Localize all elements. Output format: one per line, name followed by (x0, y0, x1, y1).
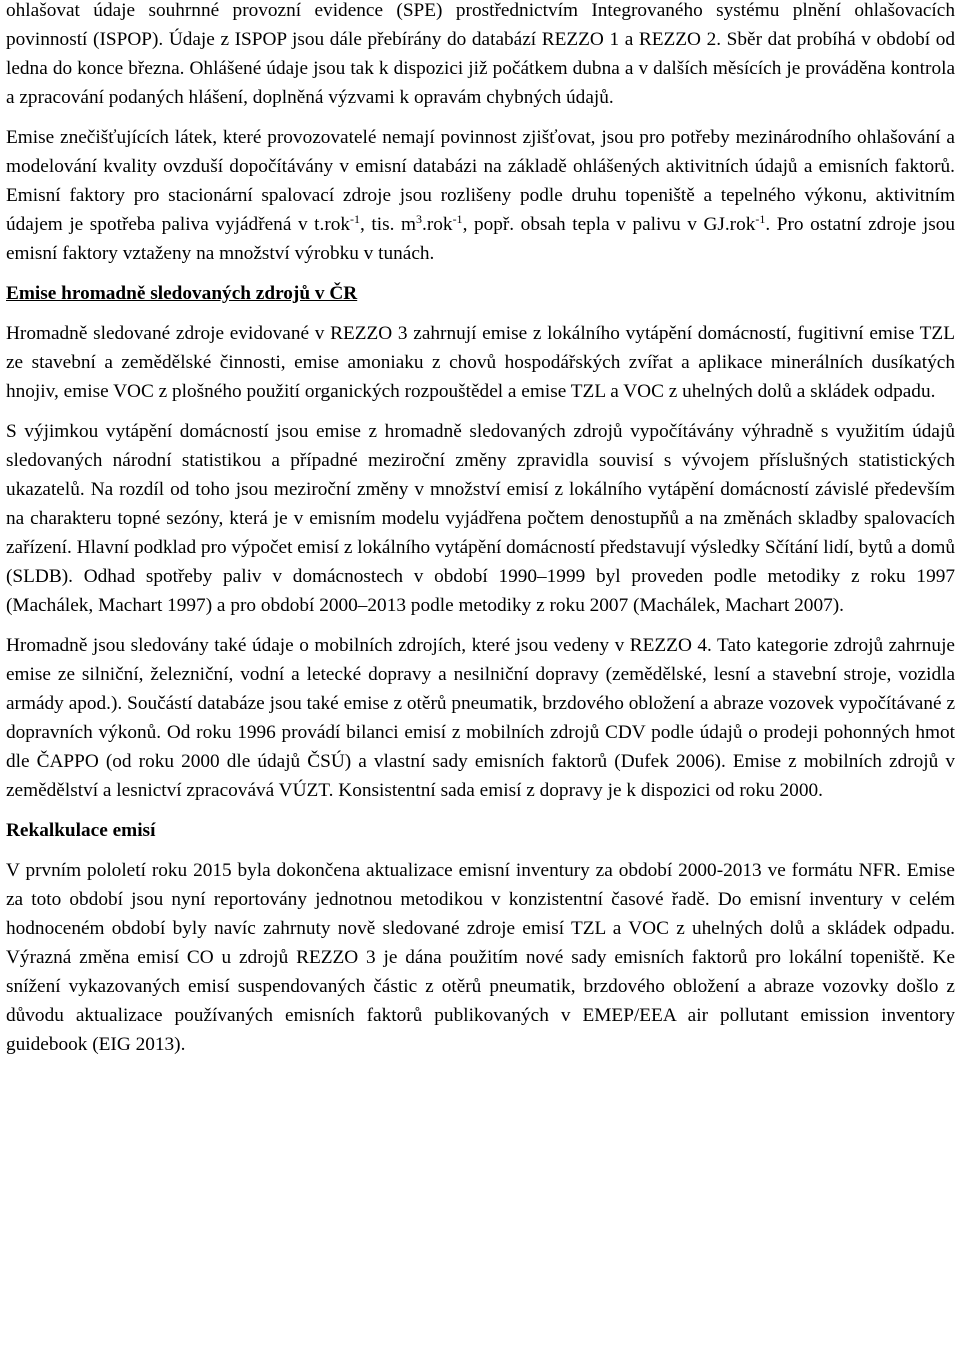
text-segment: , tis. m (360, 214, 417, 235)
superscript: -1 (452, 212, 463, 226)
text-segment: . Pro ostatní zdroje jsou emisní faktory vztaženy na množství výrobku v tunách. (6, 214, 955, 264)
paragraph-household-heating: S výjimkou vytápění domácností jsou emise z hromadně sledovaných zdrojů vypočítávány výhradně s využitím údajů sledovaných národní statistikou a případné meziroční změny zpravidla souvisí s vývojem příslušných statistických ukazatelů. Na rozdíl od toho jsou meziroční změny v množství emisí z lokálního vytápění domácností závislé především na charakteru topné sezóny, která je v emisním modelu vyjádřena počtem denostupňů a na změnách skladby spalovacích zařízení. Hlavní podklad pro výpočet emisí z lokálního vytápění domácností představují výsledky Sčítání lidí, bytů a domů (SLDB). Odhad spotřeby paliv v domácnostech v období 1990–1999 byl proveden podle metodiky z roku 1997 (Machálek, Machart 1997) a pro období 2000–2013 podle metodiky z roku 2007 (Machálek, Machart 2007). (6, 421, 955, 616)
paragraph-recalculation: V prvním pololetí roku 2015 byla dokončena aktualizace emisní inventury za období 2000-2013 ve formátu NFR. Emise za toto období jsou nyní reportovány jednotnou metodikou v konzistentní časové řadě. Do emisní inventury v celém hodnoceném období byly navíc zahrnuty nově sledované zdroje emisí TZL a VOC z uhelných dolů a skládek odpadu. Výrazná změna emisí CO u zdrojů REZZO 3 je dána použitím nové sady emisních faktorů pro lokální topeniště. Ke snížení vykazovaných emisí suspendovaných částic z otěrů pneumatik, brzdového obložení a abraze vozovky došlo z důvodu aktualizace používaných emisních faktorů publikovaných v EMEP/EEA air pollutant emission inventory guidebook (EIG 2013). (6, 860, 955, 1055)
paragraph-rezzo3: Hromadně sledované zdroje evidované v REZZO 3 zahrnují emise z lokálního vytápění domácností, fugitivní emise TZL ze stavební a zemědělské činnosti, emise amoniaku z chovů hospodářských zvířat a aplikace minerálních dusíkatých hnojiv, emise VOC z plošného použití organických rozpouštědel a emise TZL a VOC z uhelných dolů a skládek odpadu. (6, 323, 955, 402)
text-segment: .rok (422, 214, 453, 235)
paragraph-ispop-reporting: ohlašovat údaje souhrnné provozní evidence (SPE) prostřednictvím Integrovaného systému plnění ohlašovacích povinností (ISPOP). Údaje z ISPOP jsou dále přebírány do databází REZZO 1 a REZZO 2. Sběr dat probíhá v období od ledna do konce března. Ohlášené údaje jsou tak k dispozici již počátkem dubna a v dalších měsících je prováděna kontrola a zpracování podaných hlášení, doplněná výzvami k opravám chybných údajů. (6, 0, 955, 108)
superscript: -1 (350, 212, 361, 226)
paragraph-mobile-sources: Hromadně jsou sledovány také údaje o mobilních zdrojích, které jsou vedeny v REZZO 4. Tato kategorie zdrojů zahrnuje emise ze silniční, železniční, vodní a letecké dopravy a nesilniční dopravy (zemědělské, lesní a stavební stroje, vozidla armády apod.). Součástí databáze jsou také emise z otěrů pneumatik, brzdového obložení a abraze vozovek vypočítávané z dopravních výkonů. Od roku 1996 provádí bilanci emisí z mobilních zdrojů CDV podle údajů o prodeji pohonných hmot dle ČAPPO (od roku 2000 dle údajů ČSÚ) a vlastní sady emisních faktorů (Dufek 2006). Emise z mobilních zdrojů v zemědělství a lesnictví zpracovává VÚZT. Konsistentní sada emisí z dopravy je k dispozici od roku 2000. (6, 635, 955, 801)
text-segment: , popř. obsah tepla v palivu v GJ.rok (462, 214, 756, 235)
text-segment: Emise znečišťujících látek, které provozovatelé nemají povinnost zjišťovat, jsou pro potřeby mezinárodního ohlašování a modelování kvality ovzduší dopočítávány v emisní databázi na základě ohlášených aktivitních údajů a emisních faktorů. Emisní faktory pro stacionární spalovací zdroje jsou rozlišeny podle druhu topeniště a tepelného výkonu, aktivitním údajem je spotřeba paliva vyjádřená v t.rok (6, 127, 955, 235)
superscript: 3 (416, 212, 423, 226)
document-page (6, 0, 955, 1070)
heading-recalculation: Rekalkulace emisí (6, 820, 156, 841)
superscript: -1 (755, 212, 766, 226)
paragraph-emission-factors (6, 123, 955, 268)
heading-area-sources: Emise hromadně sledovaných zdrojů v ČR (6, 283, 358, 304)
